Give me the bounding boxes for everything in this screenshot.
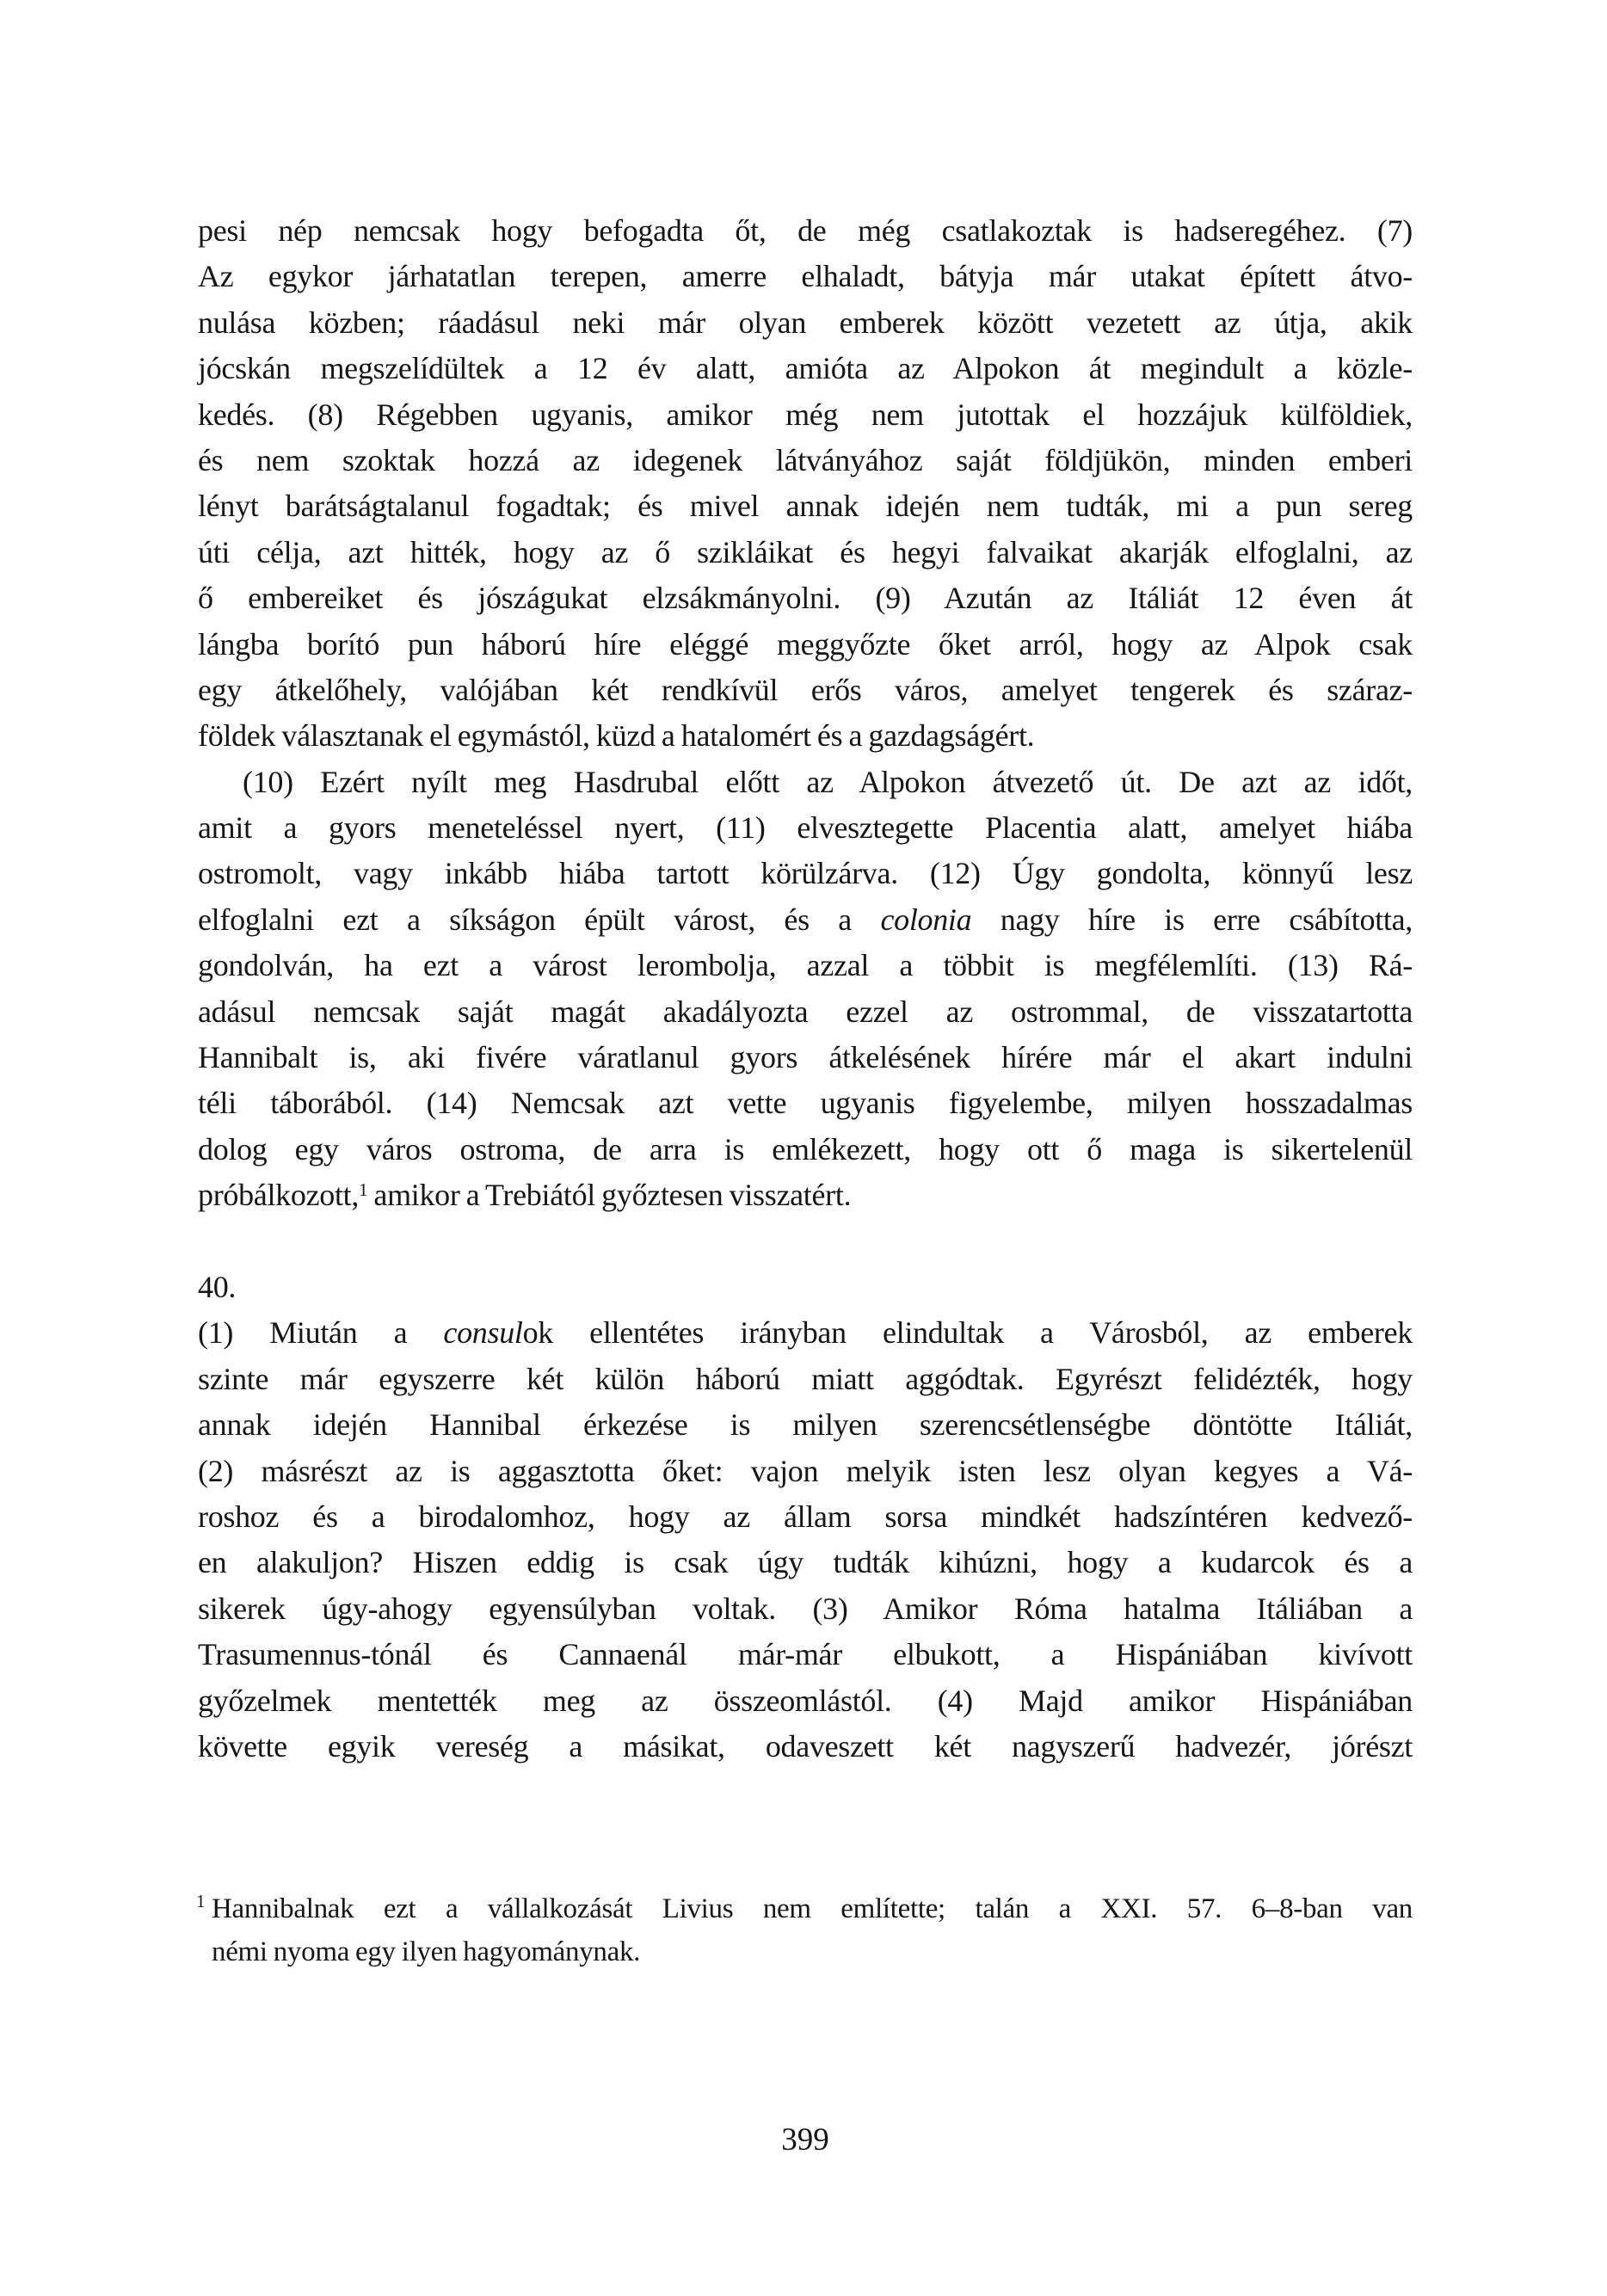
- text-line: adásul nemcsak saját magát akadályozta ezzel az ostrommal, de visszatartotta: [198, 994, 1413, 1029]
- text-line: (2) másrészt az is aggasztotta őket: vajon melyik isten lesz olyan kegyes a Vá-: [198, 1453, 1413, 1488]
- paragraph: [198, 760, 1413, 1219]
- text-line: annak idején Hannibal érkezése is milyen szerencsétlenségbe döntötte Itáliát,: [198, 1407, 1413, 1443]
- text-line: gondolván, ha ezt a várost lerombolja, azzal a többit is megfélemlíti. (13) Rá-: [198, 948, 1413, 983]
- text-line: próbálkozott,$^1$ amikor a Trebiától győztesen visszatért.: [198, 1178, 852, 1213]
- text-line: úti célja, azt hitték, hogy az ő szikláikat és hegyi falvaikat akarják elfoglalni, az: [198, 534, 1413, 569]
- page-number: 399: [781, 2122, 829, 2158]
- footnote: [198, 1887, 1413, 1973]
- text-line: kedés. (8) Régebben ugyanis, amikor még nem jutottak el hozzájuk külföldiek,: [198, 397, 1413, 432]
- text-line: és nem szoktak hozzá az idegenek látványához saját földjükön, minden emberi: [198, 442, 1413, 477]
- text-line: jócskán megszelídültek a 12 év alatt, amióta az Alpokon át megindult a közle-: [198, 351, 1413, 386]
- text-line: ostromolt, vagy inkább hiába tartott körülzárva. (12) Úgy gondolta, könnyű lesz: [198, 856, 1413, 891]
- text-line: amit a gyors meneteléssel nyert, (11) elvesztegette Placentia alatt, amelyet hiába: [198, 810, 1413, 846]
- footnote-text: [198, 1887, 1413, 1973]
- footnote-line: Hannibalnak ezt a vállalkozását Livius nem említette; talán a XXI. 57. 6–8-ban van: [212, 1893, 1413, 1924]
- text-line: lényt barátságtalanul fogadtak; és mivel annak idején nem tudták, mi a pun sereg: [198, 489, 1413, 524]
- text-line: nulása közben; ráadásul neki már olyan emberek között vezetett az útja, akik: [198, 305, 1413, 340]
- text-line: elfoglalni ezt a síkságon épült várost, és a colonia nagy híre is erre csábította,: [198, 902, 1413, 937]
- paragraph: [198, 1310, 1413, 1770]
- text-line: szinte már egyszerre két külön háború miatt aggódtak. Egyrészt felidézték, hogy: [198, 1361, 1413, 1396]
- text-line: roshoz és a birodalomhoz, hogy az állam sorsa mindkét hadszíntéren kedvező-: [198, 1499, 1413, 1534]
- text-line: en alakuljon? Hiszen eddig is csak úgy tudták kihúzni, hogy a kudarcok és a: [198, 1545, 1413, 1580]
- text-line: pesi nép nemcsak hogy befogadta őt, de még csatlakoztak is hadseregéhez. (7): [198, 213, 1413, 248]
- text-line: földek választanak el egymástól, küzd a hatalomért és a gazdagságért.: [198, 718, 1035, 754]
- text-line: lángba borító pun háború híre eléggé meggyőzte őket arról, hogy az Alpok csak: [198, 626, 1413, 662]
- text-line: Hannibalt is, aki fivére váratlanul gyors átkelésének hírére már el akart indulni: [198, 1040, 1413, 1075]
- text-line: téli táborából. (14) Nemcsak azt vette ugyanis figyelembe, milyen hosszadalmas: [198, 1086, 1413, 1121]
- text-line: követte egyik vereség a másikat, odaveszett két nagyszerű hadvezér, jórészt: [198, 1728, 1413, 1764]
- body-text: [198, 208, 1413, 1770]
- text-line: győzelmek mentették meg az összeomlástól. (4) Majd amikor Hispániában: [198, 1683, 1413, 1718]
- text-line: Trasumennus-tónál és Cannaenál már-már elbukott, a Hispániában kivívott: [198, 1637, 1413, 1672]
- text-line: ő embereiket és jószágukat elzsákmányolni. (9) Azután az Itáliát 12 éven át: [198, 581, 1413, 616]
- text-line: Az egykor járhatatlan terepen, amerre elhaladt, bátyja már utakat épített átvo-: [198, 259, 1413, 294]
- text-line: egy átkelőhely, valójában két rendkívül erős város, amelyet tengerek és száraz-: [198, 672, 1413, 707]
- text-line: 40.: [198, 1269, 237, 1304]
- text-line: sikerek úgy-ahogy egyensúlyban voltak. (3) Amikor Róma hatalma Itáliában a: [198, 1591, 1413, 1626]
- text-line: (10) Ezért nyílt meg Hasdrubal előtt az Alpokon átvezető út. De azt az időt,: [243, 764, 1413, 799]
- footnote-line: némi nyoma egy ilyen hagyománynak.: [212, 1936, 641, 1967]
- footnote-marker: 1: [196, 1891, 206, 1911]
- text-line: (1) Miután a consulok ellentétes irányban elindultak a Városból, az emberek: [198, 1315, 1413, 1351]
- paragraph: [198, 208, 1413, 760]
- text-line: dolog egy város ostroma, de arra is emlékezett, hogy ott ő maga is sikertelenül: [198, 1131, 1413, 1166]
- section-heading: [198, 1265, 1413, 1310]
